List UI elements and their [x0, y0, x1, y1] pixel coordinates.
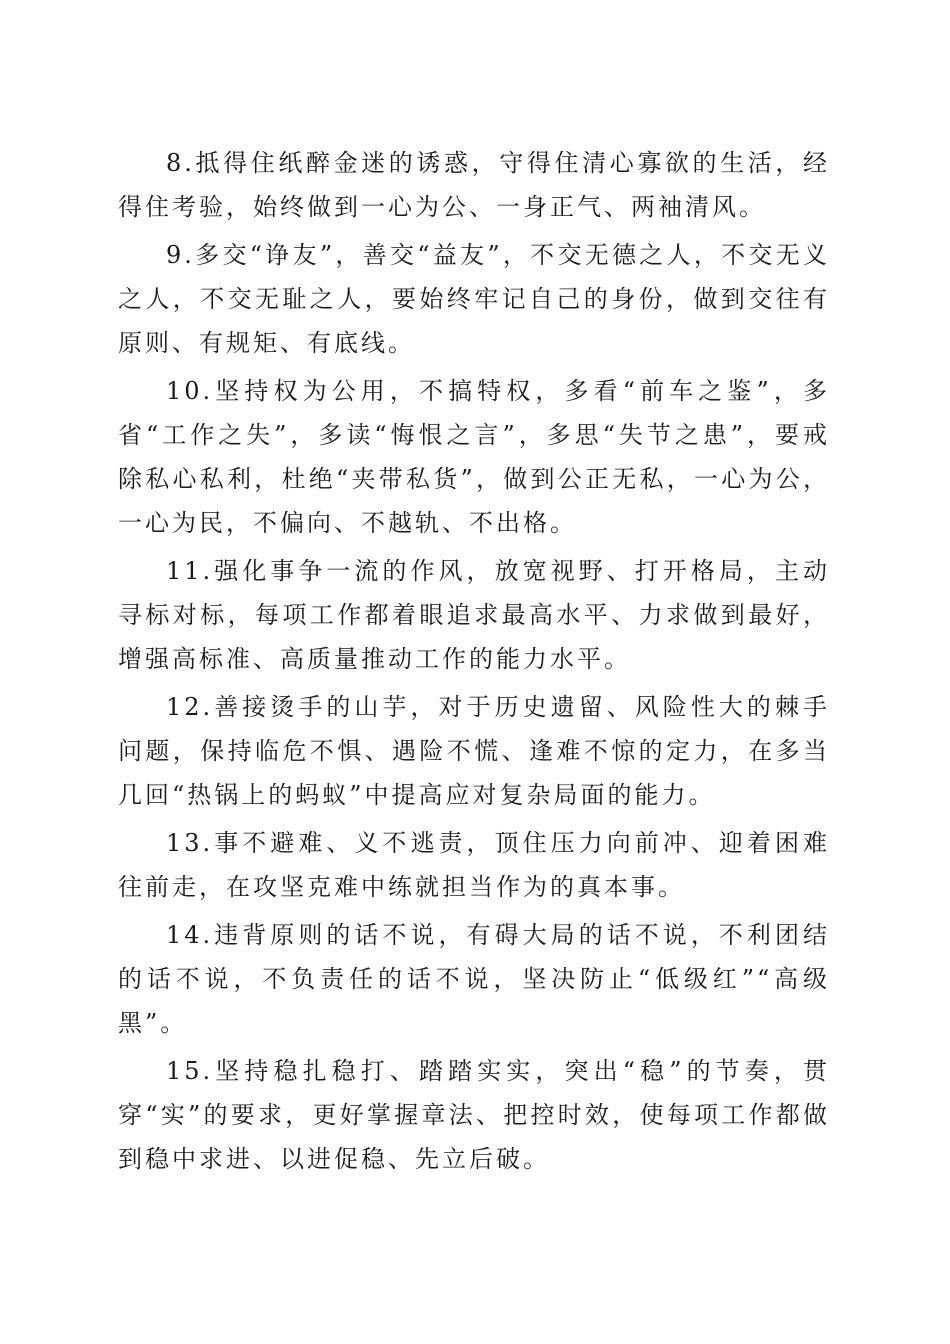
document-body [118, 141, 830, 1185]
paragraph-item-14: 14.违背原则的话不说，有碍大局的话不说，不利团结的话不说，不负责任的话不说，坚决防止“低级红”“高级黑”。 [118, 921, 830, 1037]
paragraph-item-11: 11.强化事争一流的作风，放宽视野、打开格局，主动寻标对标，每项工作都着眼追求最高水平、力求做到最好，增强高标准、高质量推动工作的能力水平。 [118, 557, 830, 673]
paragraph-item-12: 12.善接烫手的山芋，对于历史遗留、风险性大的棘手问题，保持临危不惧、遇险不慌、逢难不惊的定力，在多当几回“热锅上的蚂蚁”中提高应对复杂局面的能力。 [118, 693, 830, 809]
paragraph-item-9: 9.多交“诤友”，善交“益友”，不交无德之人，不交无义之人，不交无耻之人，要始终牢记自己的身份，做到交往有原则、有规矩、有底线。 [118, 241, 830, 357]
paragraph-item-8: 8.抵得住纸醉金迷的诱惑，守得住清心寡欲的生活，经得住考验，始终做到一心为公、一身正气、两袖清风。 [118, 149, 830, 221]
paragraph-item-13: 13.事不避难、义不逃责，顶住压力向前冲、迎着困难往前走，在攻坚克难中练就担当作为的真本事。 [118, 829, 830, 901]
paragraph-item-15: 15.坚持稳扎稳打、踏踏实实，突出“稳”的节奏，贯穿“实”的要求，更好掌握章法、把控时效，使每项工作都做到稳中求进、以进促稳、先立后破。 [118, 1057, 830, 1173]
paragraph-item-10: 10.坚持权为公用，不搞特权，多看“前车之鉴”，多省“工作之失”，多读“悔恨之言”，多思“失节之患”，要戒除私心私利，杜绝“夹带私货”，做到公正无私，一心为公，一心为民，不偏向、不越轨、不出格。 [118, 377, 830, 537]
